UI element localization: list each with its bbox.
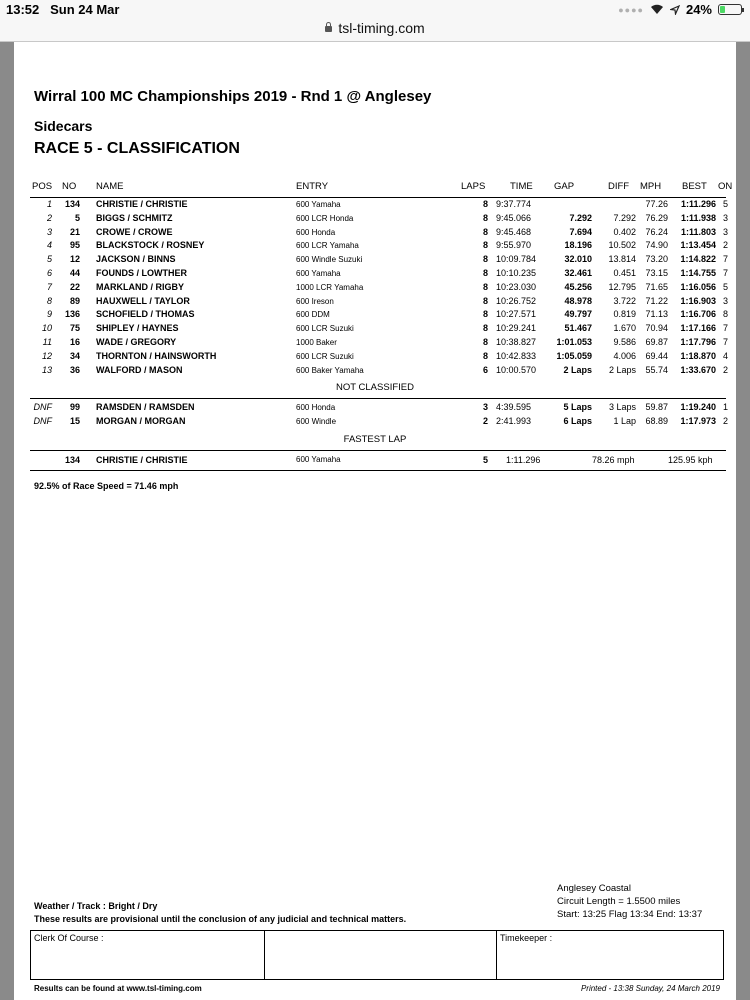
result-entry: 600 LCR Honda [296,213,354,223]
result-no: 99 [69,402,80,412]
result-time: 9:37.774 [496,199,532,209]
table-row [30,308,726,322]
weather-note: Weather / Track : Bright / Dry [34,901,158,911]
result-name: MARKLAND / RIGBY [96,281,184,292]
result-laps: 8 [482,336,488,347]
result-entry: 600 LCR Suzuki [296,351,354,361]
fastest-lap-time: 1:11.296 [506,455,541,465]
result-laps: 8 [482,226,488,237]
result-on: 7 [722,267,728,278]
result-name: BLACKSTOCK / ROSNEY [96,240,205,251]
result-pos: 6 [46,267,52,278]
result-on: 7 [722,336,728,347]
result-laps: 8 [482,240,488,251]
table-row [30,212,726,226]
status-bar [0,0,750,20]
result-entry: 600 LCR Suzuki [296,324,354,334]
result-name: CROWE / CROWE [96,226,173,237]
result-time: 9:55.970 [496,240,532,251]
result-time: 10:27.571 [496,309,537,320]
result-on: 3 [722,212,728,223]
result-entry: 1000 LCR Yamaha [296,282,364,292]
result-time: 10:29.241 [496,323,537,334]
result-time: 2:41.993 [496,415,532,426]
result-time: 10:42.833 [496,350,537,361]
result-mph: 76.24 [645,226,668,237]
result-gap: 1:05.059 [556,350,592,361]
result-best: 1:33.670 [680,364,716,375]
result-pos: 8 [46,295,52,306]
result-laps: 2 [482,415,488,426]
result-gap: 32.010 [564,254,592,265]
result-name: HAUXWELL / TAYLOR [96,295,190,306]
result-mph: 76.29 [645,212,668,223]
result-laps: 8 [482,350,488,361]
result-on: 5 [722,199,728,209]
result-best: 1:11.296 [680,199,716,209]
battery-percent: 24% [685,2,712,17]
wifi-icon [650,4,664,15]
result-time: 10:09.784 [496,254,537,265]
result-mph: 71.13 [645,309,668,320]
not-classified-heading: NOT CLASSIFIED [336,382,414,393]
result-mph: 69.87 [645,336,668,347]
fastest-lap-no: 134 [64,455,80,465]
result-laps: 8 [482,281,488,292]
result-pos: 1 [46,199,52,209]
divider [30,470,726,471]
result-no: 15 [69,415,80,426]
header-gap: GAP [554,181,575,192]
result-best: 1:16.903 [680,295,716,306]
result-name: WADE / GREGORY [96,336,177,347]
result-pos: 4 [46,240,52,251]
result-laps: 8 [482,323,488,334]
result-on: 2 [722,415,728,426]
signature-box [30,930,724,980]
result-pos: 13 [41,364,52,375]
header-diff: DIFF [608,181,630,192]
result-no: 89 [69,295,80,306]
result-entry: 600 Ireson [296,296,334,306]
blank-signature-field [265,931,497,979]
result-time: 4:39.595 [496,402,532,412]
result-pos: 12 [41,350,52,361]
header-laps: LAPS [461,181,486,192]
result-gap: 32.461 [564,267,592,278]
table-row [30,253,726,267]
result-laps: 6 [482,364,488,375]
result-gap: 49.797 [564,309,592,320]
result-best: 1:11.803 [680,226,716,237]
result-no: 75 [69,323,80,334]
result-name: CHRISTIE / CHRISTIE [96,199,188,209]
classified-results [30,198,726,377]
result-on: 1 [722,402,728,412]
result-no: 22 [69,281,80,292]
result-best: 1:19.240 [680,402,716,412]
battery-fill [720,6,725,13]
result-mph: 74.90 [645,240,668,251]
result-mph: 70.94 [645,323,668,334]
battery-icon [718,4,742,15]
result-on: 3 [722,226,728,237]
result-on: 7 [722,323,728,334]
result-entry: 600 DDM [296,310,330,320]
result-entry: 600 Honda [296,403,336,412]
header-name: NAME [96,181,124,192]
result-entry: 600 Honda [296,227,336,237]
fastest-lap-mph: 78.26 mph [592,455,635,465]
result-name: MORGAN / MORGAN [96,415,186,426]
result-no: 36 [69,364,80,375]
result-time: 9:45.066 [496,212,532,223]
result-pos: DNF [33,415,52,426]
location-arrow-icon [670,5,680,15]
result-best: 1:17.166 [680,323,716,334]
result-name: RAMSDEN / RAMSDEN [96,402,195,412]
url-text[interactable]: tsl-timing.com [338,20,425,36]
race-heading: RACE 5 - CLASSIFICATION [34,140,240,157]
result-no: 12 [69,254,80,265]
result-diff: 9.586 [613,336,636,347]
status-time: 13:52 [6,2,40,17]
result-diff: 3.722 [613,295,636,306]
result-best: 1:14.822 [680,254,716,265]
result-mph: 59.87 [645,402,668,412]
fastest-lap-entry: 600 Yamaha [296,455,341,464]
result-best: 1:13.454 [680,240,716,251]
result-best: 1:17.973 [680,415,716,426]
header-time: TIME [510,181,533,192]
result-on: 3 [722,295,728,306]
race-speed-note: 92.5% of Race Speed = 71.46 mph [34,481,179,491]
result-pos: 3 [46,226,52,237]
table-row [30,350,726,364]
result-entry: 600 LCR Yamaha [296,241,359,251]
result-diff: 3 Laps [608,402,636,412]
clerk-of-course-field: Clerk Of Course : [31,931,265,979]
result-name: FOUNDS / LOWTHER [96,267,187,278]
printed-timestamp: Printed - 13:38 Sunday, 24 March 2019 [580,984,720,993]
result-no: 34 [69,350,80,361]
header-entry: ENTRY [296,181,329,192]
result-gap: 5 Laps [563,402,592,412]
lock-icon [325,26,332,32]
result-gap: 7.292 [569,212,592,223]
result-best: 1:16.706 [680,309,716,320]
table-row [30,295,726,309]
result-gap: 1:01.053 [556,336,592,347]
result-time: 10:38.827 [496,336,537,347]
table-row [30,239,726,253]
header-on: ON [718,181,733,192]
circuit-length: Circuit Length = 1.5500 miles [557,896,681,907]
result-name: THORNTON / HAINSWORTH [96,350,217,361]
result-time: 10:00.570 [496,364,537,375]
result-name: SCHOFIELD / THOMAS [96,309,195,320]
result-gap: 48.978 [564,295,592,306]
header-pos: POS [32,181,53,192]
result-time: 10:23.030 [496,281,537,292]
result-pos: 5 [46,254,52,265]
document-title: Wirral 100 MC Championships 2019 - Rnd 1 @ Anglesey [34,88,432,105]
fastest-lap-kph: 125.95 kph [668,455,713,465]
result-mph: 73.20 [645,254,668,265]
result-diff: 2 Laps [608,364,636,375]
result-time: 10:10.235 [496,267,537,278]
result-name: WALFORD / MASON [96,364,183,375]
result-gap: 18.196 [564,240,592,251]
result-diff: 1.670 [613,323,636,334]
table-row [30,336,726,350]
table-row [30,415,726,429]
result-no: 21 [69,226,80,237]
not-classified-results [30,401,726,429]
results-document [14,42,736,1000]
result-best: 1:16.056 [680,281,716,292]
result-no: 5 [74,212,80,223]
result-gap: 7.694 [569,226,592,237]
result-laps: 8 [482,212,488,223]
address-bar[interactable] [0,20,750,42]
table-row [30,198,726,212]
result-mph: 68.89 [645,415,668,426]
result-entry: 1000 Baker [296,337,337,347]
header-no: NO [62,181,77,192]
status-date: Sun 24 Mar [50,2,120,17]
result-mph: 71.65 [645,281,668,292]
result-time: 9:45.468 [496,226,532,237]
result-name: BIGGS / SCHMITZ [96,212,173,223]
result-on: 2 [722,364,728,375]
status-left [6,2,119,17]
result-on: 2 [722,240,728,251]
result-best: 1:14.755 [680,267,716,278]
result-best: 1:18.870 [680,350,716,361]
result-laps: 8 [482,267,488,278]
result-best: 1:11.938 [680,212,716,223]
divider [30,450,726,451]
result-gap: 2 Laps [563,364,592,375]
table-row [30,322,726,336]
result-diff: 7.292 [613,212,636,223]
result-gap: 51.467 [564,323,592,334]
result-diff: 4.006 [613,350,636,361]
result-no: 16 [69,336,80,347]
footer-notes [34,900,406,926]
result-mph: 73.15 [645,267,668,278]
result-no: 44 [69,267,80,278]
result-diff: 10.502 [608,240,636,251]
race-times: Start: 13:25 Flag 13:34 End: 13:37 [557,909,703,920]
signal-dots-icon: ●●●● [618,4,644,15]
result-no: 95 [69,240,80,251]
results-url-note: Results can be found at www.tsl-timing.com [34,984,202,993]
result-laps: 8 [482,309,488,320]
results-table [30,180,733,377]
result-pos: 10 [41,323,52,334]
result-on: 7 [722,254,728,265]
result-pos: 9 [46,309,52,320]
result-entry: 600 Baker Yamaha [296,365,364,375]
circuit-info [557,882,702,921]
result-name: SHIPLEY / HAYNES [96,323,179,334]
result-pos: DNF [33,402,52,412]
status-right [618,2,742,17]
fastest-lap-heading: FASTEST LAP [343,434,407,445]
result-time: 10:26.752 [496,295,537,306]
circuit-name: Anglesey Coastal [557,883,631,894]
table-row [30,226,726,240]
header-best: BEST [682,181,707,192]
result-mph: 55.74 [645,364,668,375]
table-row [30,364,726,378]
provisional-note: These results are provisional until the conclusion of any judicial and technical matters. [34,914,407,924]
result-pos: 11 [42,336,52,347]
table-row [30,267,726,281]
not-classified-table [30,401,726,429]
result-laps: 8 [482,295,488,306]
result-entry: 600 Yamaha [296,200,341,209]
header-mph: MPH [640,181,662,192]
result-no: 136 [64,309,80,320]
result-laps: 8 [482,199,488,209]
result-laps: 8 [482,254,488,265]
result-gap: 45.256 [564,281,592,292]
result-entry: 600 Windle [296,416,337,426]
result-diff: 0.451 [613,267,636,278]
fastest-lap-lap: 5 [482,455,488,465]
table-row [30,281,726,295]
result-on: 4 [722,350,728,361]
result-entry: 600 Windle Suzuki [296,255,363,265]
table-header [30,180,733,198]
divider [30,398,726,399]
result-diff: 13.814 [608,254,636,265]
result-mph: 69.44 [645,350,668,361]
result-best: 1:17.796 [680,336,716,347]
result-on: 5 [722,281,728,292]
result-diff: 12.795 [608,281,636,292]
class-name: Sidecars [34,118,93,134]
result-on: 8 [722,309,728,320]
result-diff: 1 Lap [613,415,636,426]
result-diff: 0.819 [613,309,636,320]
result-gap: 6 Laps [563,415,592,426]
result-laps: 3 [482,402,488,412]
result-pos: 7 [46,281,52,292]
timekeeper-field: Timekeeper : [500,933,553,943]
result-entry: 600 Yamaha [296,268,341,278]
result-pos: 2 [46,212,52,223]
result-name: JACKSON / BINNS [96,254,176,265]
result-mph: 77.26 [645,199,668,209]
result-diff: 0.402 [613,226,636,237]
table-row [30,401,726,415]
result-no: 134 [64,199,80,209]
result-mph: 71.22 [645,295,668,306]
fastest-lap-name: CHRISTIE / CHRISTIE [96,455,188,465]
